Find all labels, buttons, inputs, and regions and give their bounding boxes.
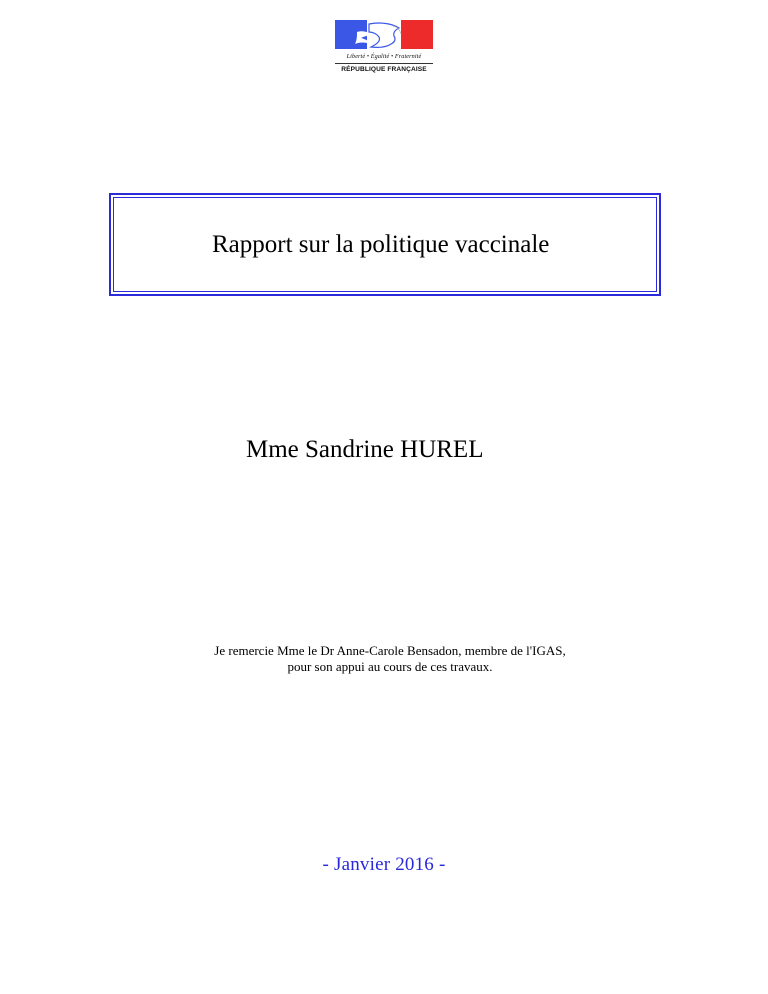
acknowledgement-line-2: pour son appui au cours de ces travaux. [287,659,493,674]
acknowledgement-line-1: Je remercie Mme le Dr Anne-Carole Bensadon, membre de l'IGAS, [214,643,566,658]
logo-name: RÉPUBLIQUE FRANÇAISE [341,66,427,73]
report-title: Rapport sur la politique vaccinale [212,231,550,258]
marianne-flag-icon [333,20,435,51]
report-date: - Janvier 2016 - [322,854,446,875]
author-name: Mme Sandrine HUREL [246,436,484,463]
republique-francaise-logo [333,20,435,78]
acknowledgement [160,643,620,675]
logo-motto: Liberté • Égalité • Fraternité [346,53,422,60]
logo-divider [335,63,433,64]
